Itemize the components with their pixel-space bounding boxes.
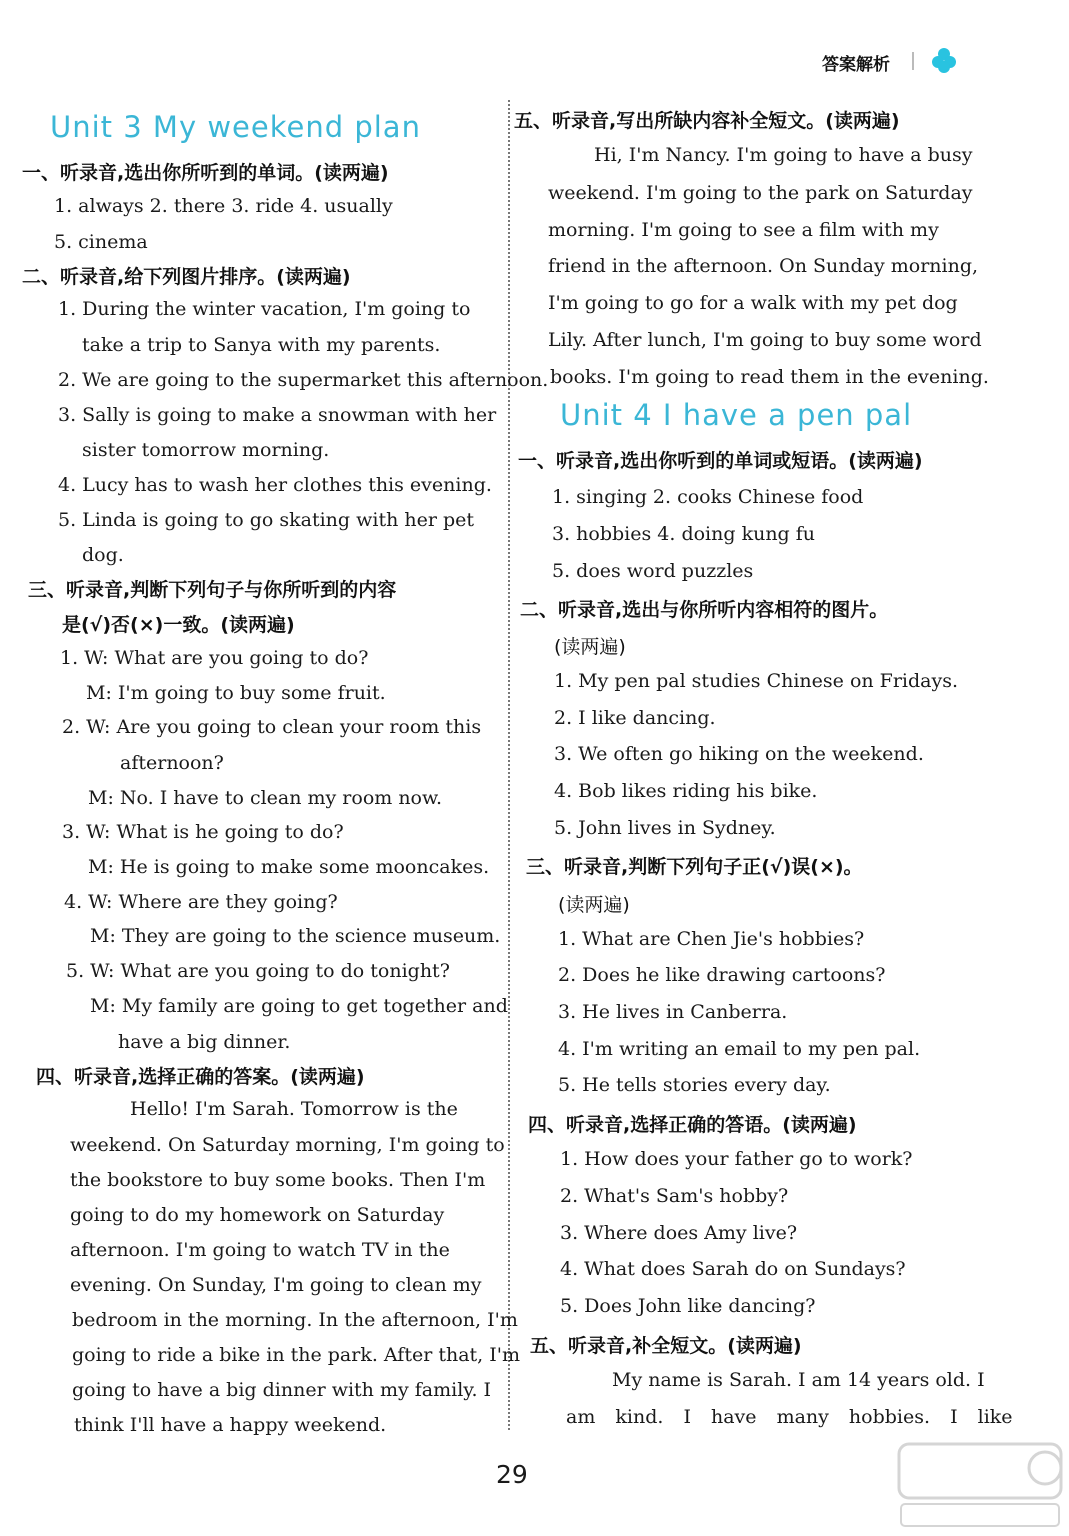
u3-s4-line: going to have a big dinner with my family. I: [72, 1379, 492, 1401]
u4-section-3-note: (读两遍): [558, 894, 630, 916]
u4-s1-line: 5. does word puzzles: [552, 560, 754, 582]
u3-s4-line: the bookstore to buy some books. Then I'm: [70, 1169, 486, 1191]
u3-s3-line: 4. W: Where are they going?: [64, 891, 338, 913]
u4-s4-line: 2. What's Sam's hobby?: [560, 1185, 789, 1207]
u3-s3-line: M: He is going to make some mooncakes.: [88, 856, 490, 878]
page-number: 29: [496, 1460, 528, 1489]
u4-s4-line: 4. What does Sarah do on Sundays?: [560, 1258, 906, 1280]
u3-s3-line: afternoon?: [120, 752, 224, 774]
u3-s5-line: weekend. I'm going to the park on Saturday: [548, 182, 973, 204]
u4-section-1-heading: 一、听录音,选出你听到的单词或短语。(读两遍): [518, 450, 923, 472]
u3-s3-line: have a big dinner.: [118, 1031, 291, 1053]
u3-s4-line: going to ride a bike in the park. After that, I'm: [72, 1344, 520, 1366]
u3-s2-line: 3. Sally is going to make a snowman with her: [58, 404, 497, 426]
u3-s5-line: books. I'm going to read them in the evening.: [550, 366, 989, 388]
u4-s3-line: 2. Does he like drawing cartoons?: [558, 964, 886, 986]
u3-s3-line: 3. W: What is he going to do?: [62, 821, 344, 843]
u3-s3-line: M: My family are going to get together and: [90, 995, 508, 1017]
watermark-logo: [895, 1440, 1065, 1530]
flower-icon: [930, 46, 958, 74]
column-divider: [508, 100, 510, 1430]
u3-s5-line: morning. I'm going to see a film with my: [548, 219, 939, 241]
u3-s4-line: going to do my homework on Saturday: [70, 1204, 445, 1226]
u4-s5-line: My name is Sarah. I am 14 years old. I: [612, 1369, 985, 1391]
u3-s3-line: M: They are going to the science museum.: [90, 925, 501, 947]
u4-s4-line: 5. Does John like dancing?: [560, 1295, 816, 1317]
u3-s2-line: 1. During the winter vacation, I'm going to: [58, 298, 471, 320]
u4-s3-line: 4. I'm writing an email to my pen pal.: [558, 1038, 921, 1060]
u4-s4-line: 3. Where does Amy live?: [560, 1222, 798, 1244]
u4-s2-line: 4. Bob likes riding his bike.: [554, 780, 818, 802]
u4-s2-line: 3. We often go hiking on the weekend.: [554, 743, 924, 765]
u3-s3-line: M: No. I have to clean my room now.: [88, 787, 443, 809]
u4-section-2-note: (读两遍): [554, 636, 626, 658]
u3-s5-line: I'm going to go for a walk with my pet dog: [548, 292, 958, 314]
unit-3-title: Unit 3 My weekend plan: [50, 110, 421, 144]
header-label: 答案解析: [822, 55, 890, 75]
u3-s3-line: 5. W: What are you going to do tonight?: [66, 960, 450, 982]
u4-section-2-heading: 二、听录音,选出与你所听内容相符的图片。: [520, 599, 889, 621]
u3-s2-line: dog.: [82, 544, 124, 566]
u4-s2-line: 2. I like dancing.: [554, 707, 716, 729]
u3-s4-line: afternoon. I'm going to watch TV in the: [70, 1239, 450, 1261]
u3-s1-line: 5. cinema: [54, 231, 148, 253]
u3-s1-line: 1. always 2. there 3. ride 4. usually: [54, 195, 393, 217]
u4-s3-line: 5. He tells stories every day.: [558, 1074, 831, 1096]
header-separator: [912, 52, 914, 70]
u4-s4-line: 1. How does your father go to work?: [560, 1148, 913, 1170]
unit-4-title: Unit 4 I have a pen pal: [560, 398, 913, 432]
u3-s2-line: 2. We are going to the supermarket this afternoon.: [58, 369, 549, 391]
u3-s2-line: 5. Linda is going to go skating with her pet: [58, 509, 475, 531]
u3-s4-line: think I'll have a happy weekend.: [74, 1414, 387, 1436]
u4-section-5-heading: 五、听录音,补全短文。(读两遍): [530, 1335, 802, 1357]
u3-section-3-heading: 三、听录音,判断下列句子与你所听到的内容: [28, 579, 397, 601]
u3-s3-line: M: I'm going to buy some fruit.: [86, 682, 386, 704]
u3-section-2-heading: 二、听录音,给下列图片排序。(读两遍): [22, 266, 351, 288]
u3-s5-line: friend in the afternoon. On Sunday morning,: [548, 255, 979, 277]
u3-section-4-heading: 四、听录音,选择正确的答案。(读两遍): [36, 1066, 365, 1088]
u3-s3-line: 2. W: Are you going to clean your room this: [62, 716, 482, 738]
u4-s5-line: am kind. I have many hobbies. I like: [566, 1406, 1013, 1428]
u3-section-3-heading-cont: 是(√)否(×)一致。(读两遍): [62, 614, 295, 636]
u4-s1-line: 3. hobbies 4. doing kung fu: [552, 523, 816, 545]
u4-section-4-heading: 四、听录音,选择正确的答语。(读两遍): [528, 1114, 857, 1136]
u4-s1-line: 1. singing 2. cooks Chinese food: [552, 486, 864, 508]
u3-s2-line: 4. Lucy has to wash her clothes this evening.: [58, 474, 492, 496]
u3-s2-line: take a trip to Sanya with my parents.: [82, 334, 441, 356]
u4-s3-line: 1. What are Chen Jie's hobbies?: [558, 928, 865, 950]
u3-s4-line: evening. On Sunday, I'm going to clean my: [70, 1274, 482, 1296]
u3-section-5-heading: 五、听录音,写出所缺内容补全短文。(读两遍): [514, 110, 900, 132]
u4-s3-line: 3. He lives in Canberra.: [558, 1001, 788, 1023]
u3-section-1-heading: 一、听录音,选出你所听到的单词。(读两遍): [22, 162, 389, 184]
u3-s4-line: bedroom in the morning. In the afternoon, I'm: [72, 1309, 518, 1331]
u4-section-3-heading: 三、听录音,判断下列句子正(√)误(×)。: [526, 856, 863, 878]
u4-s2-line: 5. John lives in Sydney.: [554, 817, 776, 839]
u3-s5-line: Hi, I'm Nancy. I'm going to have a busy: [594, 144, 973, 166]
u3-s4-line: weekend. On Saturday morning, I'm going to: [70, 1134, 505, 1156]
u3-s2-line: sister tomorrow morning.: [82, 439, 330, 461]
u3-s5-line: Lily. After lunch, I'm going to buy some word: [548, 329, 982, 351]
u3-s3-line: 1. W: What are you going to do?: [60, 647, 369, 669]
u4-s2-line: 1. My pen pal studies Chinese on Fridays.: [554, 670, 959, 692]
u3-s4-line: Hello! I'm Sarah. Tomorrow is the: [130, 1098, 458, 1120]
